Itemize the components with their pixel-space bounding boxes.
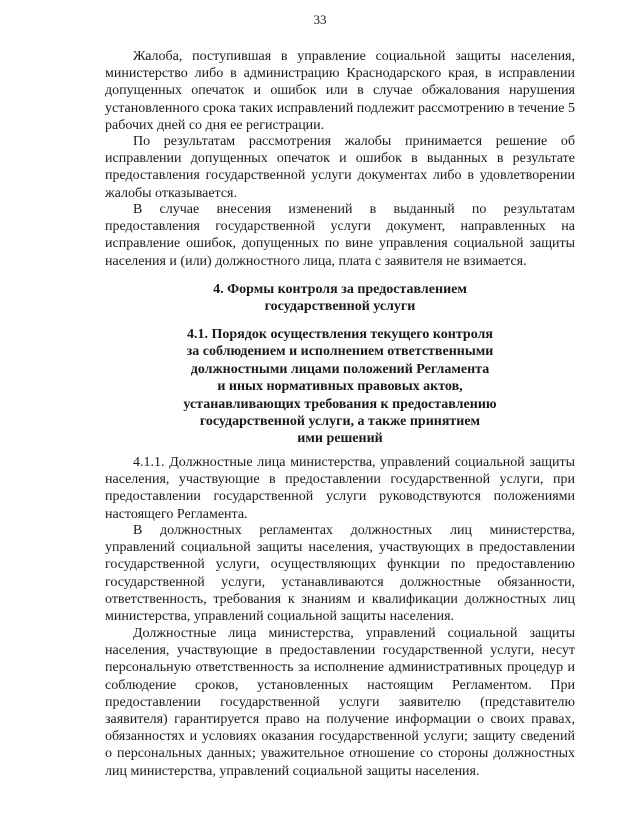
section-heading-line: государственной услуги — [264, 299, 416, 315]
section-heading — [140, 281, 540, 316]
page-number: 33 — [313, 12, 327, 27]
subsection-heading-line: должностными лицами положений Регламента — [190, 361, 490, 377]
paragraph-personal-responsibility: Должностные лица министерства, управлений социальной защиты населения, участвующие в предоставлении государственной услуги, несут персональную ответственность за исполнение административных процедур и соблюдение сроков, установленных настоящим Регламентом. При предоставлении государственной услуги заявителю (представителю заявителя) гарантируется право на получение информации о своих правах, обязанностях и условиях оказания государственной услуги; защиту сведений о персональных данных; уважительное отношение со стороны должностных лиц министерства, управлений социальной защиты населения. — [105, 626, 575, 779]
paragraph-4-1-1: 4.1.1. Должностные лица министерства, управлений социальной защиты населения, участвующие в предоставлении государственной услуги, при предоставлении государственной услуги руководствуются положениями настоящего Регламента. — [105, 455, 575, 522]
paragraph-complaint-decision: По результатам рассмотрения жалобы принимается решение об исправлении допущенных опечаток и ошибок в выданных в результате предоставления государственной услуги документах либо в удовлетворении жалобы отказывается. — [105, 134, 575, 201]
subsection-heading-line: 4.1. Порядок осуществления текущего контроля — [187, 327, 493, 342]
subsection-heading-line: ими решений — [297, 431, 383, 447]
paragraph-job-regulations: В должностных регламентах должностных лиц министерства, управлений социальной защиты населения, участвующих в предоставлении государственной услуги, осуществляющих функции по предоставлению государственной услуги, устанавливаются должностные обязанности, ответственность, требования к знаниям и квалификации должностных лиц министерства, управлений социальной защиты населения. — [105, 523, 575, 625]
subsection-heading-line: устанавливающих требования к предоставлению — [183, 396, 497, 412]
paragraph-complaint-review: Жалоба, поступившая в управление социальной защиты населения, министерство либо в администрацию Краснодарского края, в исправлении допущенных опечаток и ошибок или в случае обжалования нарушения установленного срока таких исправлений подлежит рассмотрению в течение 5 рабочих дней со дня ее регистрации. — [105, 49, 575, 133]
paragraph-no-fee: В случае внесения изменений в выданный по результатам предоставления государственной услуги документ, направленных на исправление ошибок, допущенных по вине управления социальной защиты населения и (или) должностного лица, плата с заявителя не взимается. — [105, 202, 575, 269]
subsection-heading-line: государственной услуги, а также принятием — [199, 414, 481, 430]
subsection-heading — [140, 326, 540, 448]
subsection-heading-line: за соблюдением и исполнением ответственными — [186, 344, 494, 360]
subsection-heading-line: и иных нормативных правовых актов, — [217, 379, 463, 395]
section-heading-line: 4. Формы контроля за предоставлением — [213, 282, 467, 297]
